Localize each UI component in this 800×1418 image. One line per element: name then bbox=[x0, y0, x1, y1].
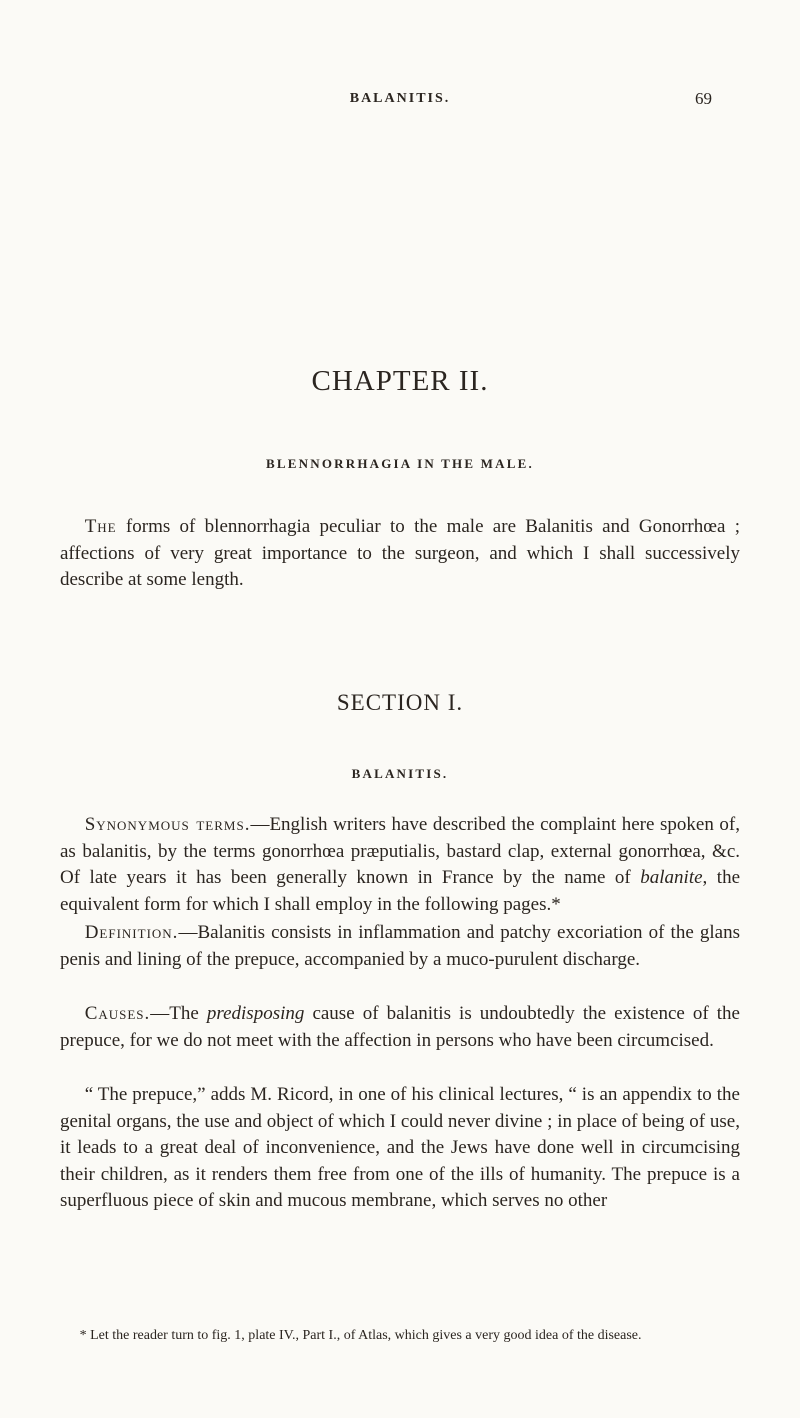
intro-text: forms of blennorrhagia peculiar to the male are Balanitis and Gonorrhœa ; affections of very great importance to the surgeon, and which I shall successively describe at some length. bbox=[60, 516, 740, 591]
causes-text-after: cause of balanitis is undoubtedly the existence of the prepuce, for we do not meet with the affection in persons who have been circumcised. bbox=[60, 1003, 740, 1051]
synonyms-paragraph bbox=[60, 812, 740, 918]
causes-paragraph bbox=[60, 1001, 740, 1054]
definition-text: —Balanitis consists in inflammation and patchy excoriation of the glans penis and lining of the prepuce, accompanied by a muco-purulent discharge. bbox=[60, 922, 740, 970]
synonyms-text-after: , the equivalent form for which I shall employ in the following pages.* bbox=[60, 867, 741, 915]
footnote: * Let the reader turn to fig. 1, plate IV., Part I., of Atlas, which gives a very good idea of the disease. bbox=[79, 1328, 642, 1343]
synonyms-heading: Synonymous terms. bbox=[84, 814, 251, 835]
synonyms-italic-term: balanite bbox=[640, 867, 703, 889]
definition-paragraph bbox=[60, 920, 740, 973]
page-number: 69 bbox=[695, 89, 712, 108]
intro-paragraph bbox=[60, 514, 740, 594]
causes-text-before: —The bbox=[150, 1003, 207, 1024]
chapter-title: CHAPTER II. bbox=[311, 365, 489, 397]
running-head bbox=[0, 87, 800, 117]
chapter-subtitle: BLENNORRHAGIA IN THE MALE. bbox=[266, 456, 534, 471]
causes-italic-term: predisposing bbox=[206, 1003, 305, 1024]
intro-lead-word: The bbox=[84, 516, 117, 537]
ricord-quote-paragraph: “ The prepuce,” adds M. Ricord, in one of his clinical lectures, “ is an appendix to the genital organs, the use and object of which I could never divine ; in place of being of use, it leads to a great deal of inconvenience, and the Jews have done well in circumcising their children, as it renders them free from one of the ills of humanity. The prepuce is a superfluous piece of skin and mucous membrane, which serves no other bbox=[60, 1084, 740, 1212]
section-subtitle: BALANITIS. bbox=[351, 766, 449, 781]
synonyms-text-before: —English writers have described the complaint here spoken of, as balanitis, by the terms gonorrhœa præputialis, bastard clap, external gonorrhœa, &c. Of late years it has been generally known in France by the name of bbox=[60, 814, 740, 889]
section-title: SECTION I. bbox=[336, 690, 464, 715]
running-head-title: BALANITIS. bbox=[349, 91, 451, 106]
definition-heading: Definition. bbox=[84, 922, 179, 943]
causes-heading: Causes. bbox=[84, 1003, 151, 1024]
